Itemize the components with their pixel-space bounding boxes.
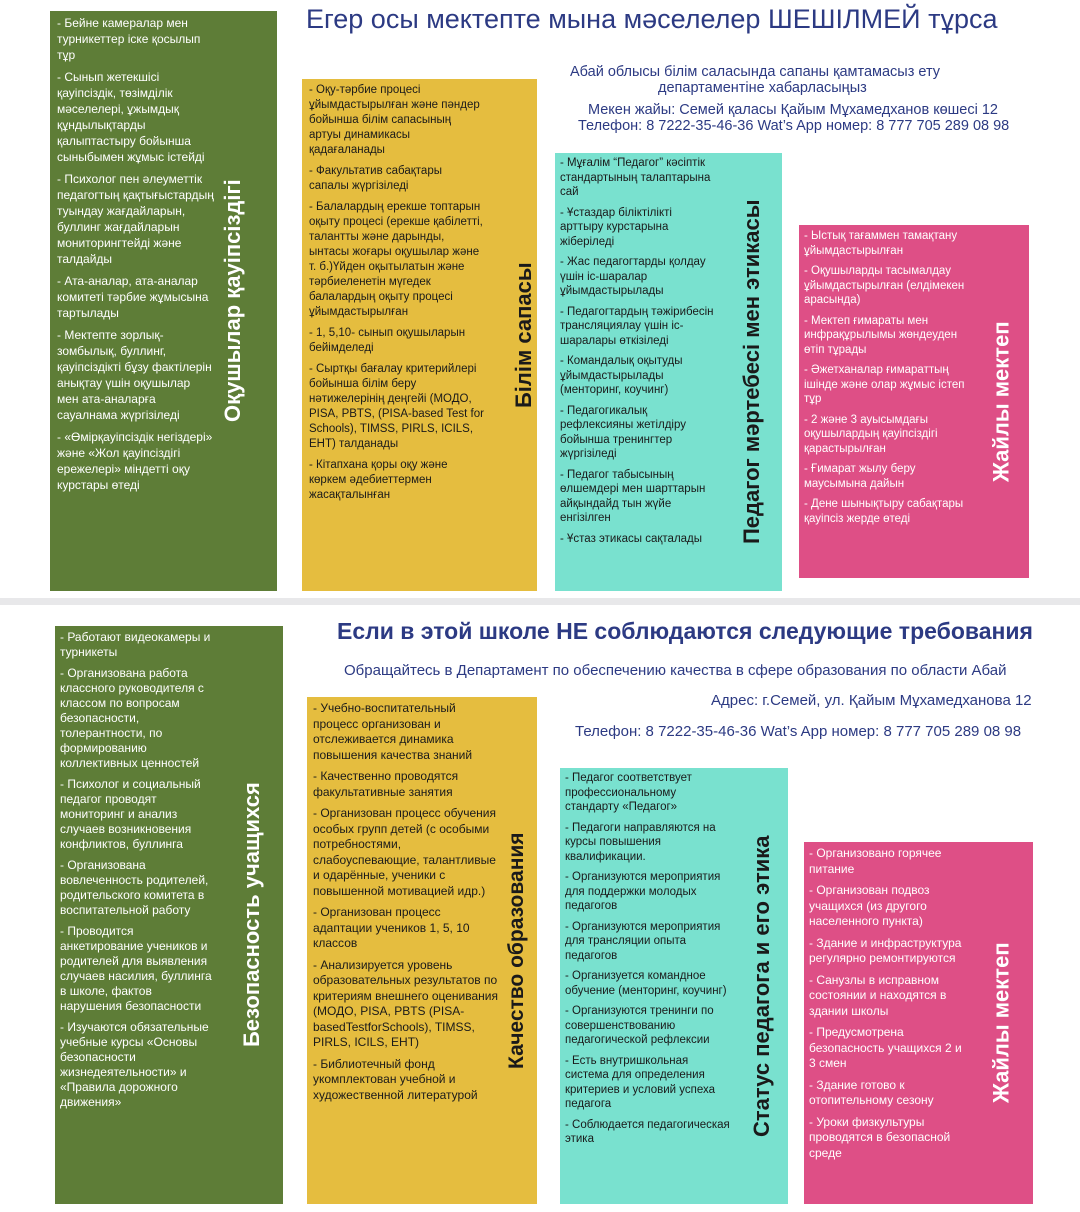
list-item: - Бейне камералар мен турникеттер іске қосылып тұр [57, 16, 201, 62]
kz-contact-line1: Абай облысы білім саласында сапаны қамтамасыз ету [570, 64, 941, 80]
kz-quality-card [302, 79, 537, 591]
list-item: - Ата-аналар, ата-аналар комитеті тәрбие жұмысына тартылады [57, 274, 209, 320]
kz-school-list [804, 229, 969, 532]
kz-quality-list [309, 83, 484, 509]
kz-safety-list [57, 15, 214, 499]
list-item: - Организуются тренинги по совершенствованию педагогической рефлексии [565, 1005, 714, 1046]
list-item: - 2 және 3 ауысымдағы оқушылардың қауіпсіздігі қарастырылған [804, 413, 938, 455]
list-item: - Организован процесс адаптации учеников 1, 5, 10 классов [313, 905, 470, 950]
list-item: - Учебно-воспитательный процесс организован и отслеживается динамика повышения качества знаний [313, 701, 473, 762]
kz-teacher-list [560, 156, 715, 552]
list-item: - Сыртқы бағалау критерийлері бойынша білім беру нәтижелерінің деңгейі (МОДО, PISA, PBTS, (PISA-based Test for Schools), TIMSS, PIRLS, ICILS, ЕНТ) талданады [309, 363, 484, 450]
kz-contact-line2: департаментіне хабарласыңыз [658, 80, 867, 96]
list-item: - Педагогтардың тәжірибесін трансляциялау үшін іс-шаралары өткізіледі [560, 305, 714, 347]
kz-phone: Телефон: 8 7222-35-46-36 Wat’s App номер: 8 777 705 289 08 98 [578, 118, 1010, 134]
kz-quality-heading: Білім сапасы [511, 262, 536, 408]
ru-title: Если в этой школе НЕ соблюдаются следующие требования [337, 618, 1033, 644]
ru-quality-list [313, 701, 498, 1109]
kz-teacher-card [555, 153, 782, 591]
ru-address: Адрес: г.Семей, ул. Қайым Мұхамедханова 12 [711, 692, 1032, 709]
list-item: - Есть внутришкольная система для определения критериев и условий успеха педагога [565, 1054, 716, 1110]
list-item: - Организован процесс обучения особых групп детей (с особыми потребностями, слабоуспевающие, талантливые и одарённые, ученики с повышенной мотивацией идр.) [313, 806, 496, 898]
list-item: - Предусмотрена безопасность учащихся 2 и 3 смен [809, 1025, 962, 1070]
kz-teacher-heading: Педагог мәртебесі мен этикасы [739, 199, 764, 545]
list-item: - Педагогикалық рефлексияны жетілдіру бойынша тренингтер жүргізіледі [560, 404, 687, 460]
list-item: - Санузлы в исправном состоянии и находятся в здании школы [809, 972, 947, 1018]
ru-teacher-card [560, 768, 788, 1204]
list-item: - Ыстық тағаммен тамақтану ұйымдастырылған [804, 230, 958, 257]
kz-title: Егер осы мектепте мына мәселелер ШЕШІЛМЕЙ тұрса [306, 4, 998, 34]
kz-address: Мекен жайы: Семей қаласы Қайым Мұхамедханов көшесі 12 [588, 102, 998, 118]
ru-quality-card [307, 697, 537, 1204]
ru-school-card [804, 842, 1033, 1204]
ru-safety-card [55, 626, 283, 1204]
list-item: - Педагог соответствует профессиональному стандарту «Педагог» [565, 772, 692, 813]
list-item: - Оқушыларды тасымалдау ұйымдастырылған (елдімекен арасында) [804, 265, 965, 306]
kz-school-heading: Жайлы мектеп [988, 321, 1014, 482]
list-item: - Сынып жетекшісі қауіпсіздік, төзімділік мәселелері, ұжымдық құндылықтарды қалыптастыру бойынша сыныбымен жұмыс істейді [57, 70, 205, 164]
list-item: - Оқу-тәрбие процесі ұйымдастырылған және пәндер бойынша білім сапасының артуы динамикасы қадағаланады [309, 84, 480, 156]
list-item: - Здание готово к отопительному сезону [809, 1077, 934, 1107]
list-item: - Организован подвоз учащихся (из другого населенного пункта) [809, 883, 930, 928]
list-item: - Работают видеокамеры и турникеты [60, 630, 211, 659]
list-item: - Организуются мероприятия для поддержки молодых педагогов [565, 871, 721, 912]
ru-safety-list [60, 630, 217, 1116]
ru-school-list [809, 846, 967, 1167]
list-item: - Организуется командное обучение (менторинг, коучинг) [565, 970, 727, 997]
list-item: - Организуются мероприятия для трансляции опыта педагогов [565, 920, 721, 962]
list-item: - Уроки физкультуры проводятся в безопасной среде [809, 1114, 951, 1160]
list-item: - Командалық оқытуды ұйымдастырылады (менторинг, коучинг) [560, 355, 683, 396]
list-item: - Әжетханалар ғимараттың ішінде және олар жұмыс істеп тұр [804, 364, 965, 405]
kz-safety-heading: Оқушылар қауіпсіздігі [220, 179, 245, 423]
ru-teacher-heading: Статус педагога и его этика [749, 835, 774, 1137]
list-item: - Изучаются обязательные учебные курсы «Основы безопасности жизнедеятельности» и «Правила дорожного движения» [60, 1020, 209, 1109]
section-divider [0, 598, 1080, 605]
ru-safety-heading: Безопасность учащихся [239, 782, 264, 1048]
list-item: - Ұстаздар біліктілікті арттыру курстарына жіберіледі [560, 206, 672, 248]
list-item: - Педагог табысының өлшемдері мен шарттарын айқындайд тын жүйе енгізілген [560, 468, 706, 524]
list-item: - Дене шынықтыру сабақтары қауіпсіз жерде өтеді [804, 498, 964, 525]
kz-safety-card [50, 11, 277, 591]
list-item: - Психолог пен әлеуметтік педагогтың қақтығыстардың туындау жағдайларын, буллинг жағдайларын мониторингтейді және талдайды [57, 172, 214, 266]
list-item: - 1, 5,10- сынып оқушыларын бейімделеді [309, 327, 466, 354]
list-item: - Факультатив сабақтары сапалы жүргізіледі [309, 165, 442, 192]
list-item: - Проводится анкетирование учеников и родителей для выявления случаев насилия, буллинга в школе, фактов нарушения безопасности [60, 924, 212, 1013]
list-item: - Педагоги направляются на курсы повышения квалификации. [565, 821, 716, 863]
list-item: - Библиотечный фонд укомплектован учебной и художественной литературой [313, 1056, 478, 1102]
list-item: - Мұғалім “Педагог” кәсіптік стандартының талаптарына сай [560, 157, 711, 198]
list-item: - Качественно проводятся факультативные занятия [313, 769, 459, 799]
list-item: - Мектепте зорлық-зомбылық, буллинг, қауіпсіздікті бұзу фактілерін анықтау үшін оқушылар мен ата-аналарға сауалнама жүргізіледі [57, 328, 212, 422]
list-item: - Организовано горячее питание [809, 846, 942, 876]
list-item: - «Өмірқауіпсіздік негіздері» және «Жол қауіпсіздігі ережелері» міндетті оқу курстары өтеді [57, 430, 213, 492]
list-item: - Балалардың ерекше топтарын оқыту процесі (ерекше қабілетті, талантты және дарынды, ынтасы жоғары оқушылар және т. б.)Үйден оқытылатын және тәрбиеленетін мүгедек балалардың оқыту процесі ұйымдастырылған [309, 201, 483, 318]
list-item: - Ғимарат жылу беру маусымына дайын [804, 463, 916, 490]
kz-school-card [799, 225, 1029, 578]
list-item: - Организована вовлеченность родителей, родительского комитета в воспитательной работу [60, 858, 209, 917]
ru-teacher-list [565, 771, 733, 1153]
list-item: - Ұстаз этикасы сақталады [560, 532, 703, 545]
list-item: - Кітапхана қоры оқу және көркем әдебиеттермен жасақталынған [309, 459, 448, 501]
ru-quality-heading: Качество образования [505, 832, 528, 1069]
ru-phone: Телефон: 8 7222-35-46-36 Wat’s App номер: 8 777 705 289 08 98 [575, 723, 1022, 740]
ru-school-heading: Жайлы мектеп [988, 942, 1014, 1104]
list-item: - Жас педагогтарды қолдау үшін іс-шаралар ұйымдастырылады [560, 256, 706, 297]
list-item: - Организована работа классного руководителя с классом по вопросам безопасности, толерантности, по формированию коллективных ценностей [60, 666, 204, 770]
list-item: - Здание и инфраструктура регулярно ремонтируются [809, 935, 962, 965]
list-item: - Психолог и социальный педагог проводят мониторинг и анализ случаев возникновения конфликтов, буллинга [60, 777, 201, 851]
list-item: - Мектеп ғимараты мен инфрақұрылымы жөндеуден өтіп тұрады [804, 314, 958, 356]
list-item: - Анализируется уровень образовательных результатов по критериям внешнего оценивания (МОДО, PISA, PBTS (PISA-basedTestforSchools), TIMSS, PIRLS, ICILS, ЕНТ) [313, 957, 499, 1049]
ru-contact-line1: Обращайтесь в Департамент по обеспечению качества в сфере образования по области Абай [344, 662, 1007, 679]
list-item: - Соблюдается педагогическая этика [565, 1118, 730, 1145]
